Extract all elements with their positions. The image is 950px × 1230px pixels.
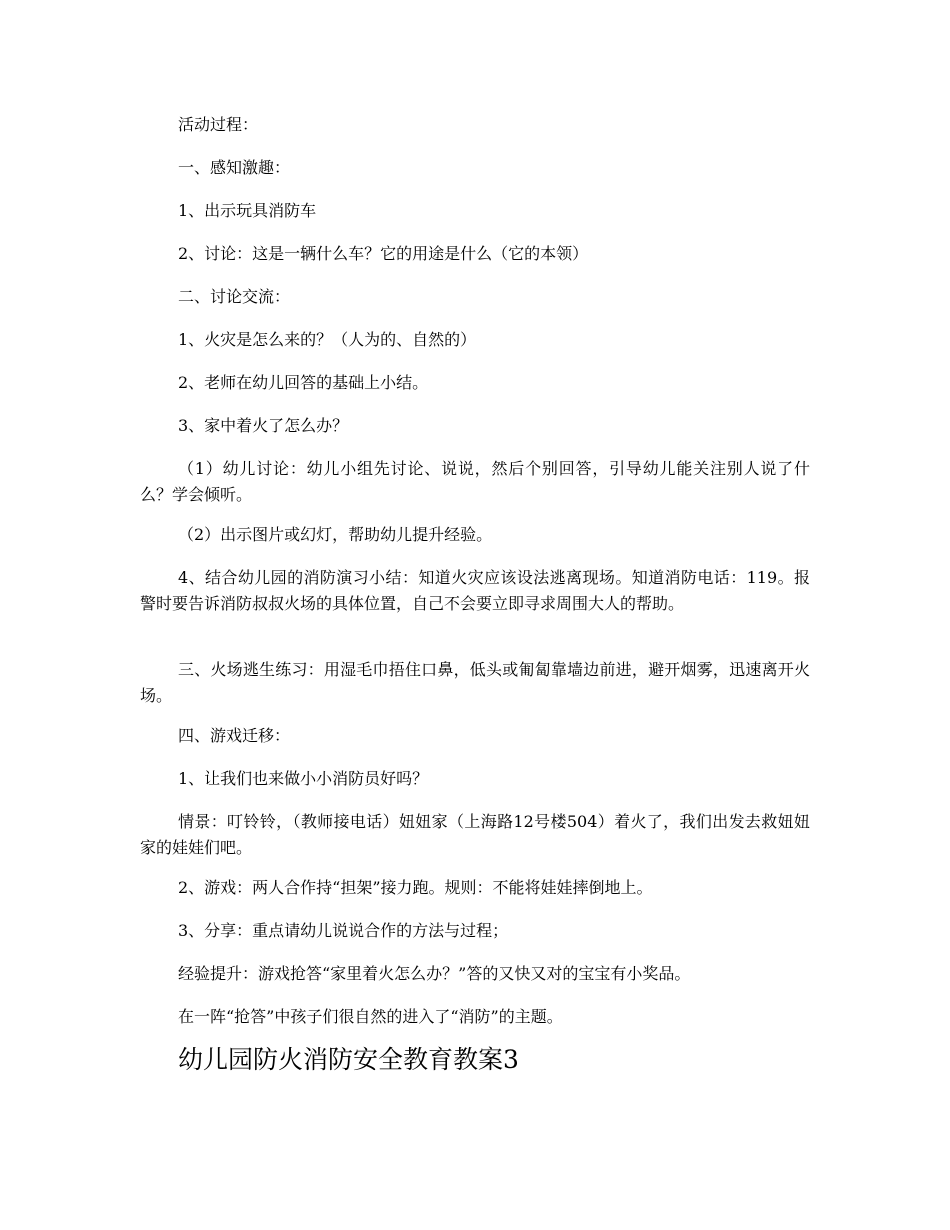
paragraph-item: 1、让我们也来做小小消防员好吗？ bbox=[178, 769, 429, 788]
paragraph-scenario: 情景：叮铃铃，（教师接电话）妞妞家（上海路12号楼504）着火了，我们出发去救妞妞家的娃娃们吧。 bbox=[140, 812, 810, 857]
paragraph-item: 3、分享：重点请幼儿说说合作的方法与过程； bbox=[178, 921, 509, 940]
paragraph-item: 2、游戏：两人合作持“担架”接力跑。规则：不能将娃娃摔倒地上。 bbox=[178, 878, 653, 897]
paragraph-item: 3、家中着火了怎么办？ bbox=[178, 416, 349, 435]
paragraph-section-1: 一、感知激趣： bbox=[178, 158, 291, 177]
paragraph-section-4: 四、游戏迁移： bbox=[178, 726, 291, 745]
paragraph-experience: 经验提升：游戏抢答“家里着火怎么办？”答的又快又对的宝宝有小奖品。 bbox=[178, 964, 691, 983]
paragraph-item: 2、讨论：这是一辆什么车？它的用途是什么（它的本领） bbox=[178, 244, 589, 263]
paragraph-activity-process: 活动过程： bbox=[178, 115, 259, 134]
document-heading: 幼儿园防火消防安全教育教案3 bbox=[178, 1045, 519, 1074]
paragraph-section-2: 二、讨论交流： bbox=[178, 287, 291, 306]
paragraph-subitem: （1）幼儿讨论：幼儿小组先讨论、说说，然后个别回答，引导幼儿能关注别人说了什么？学会倾听。 bbox=[140, 459, 810, 504]
paragraph-conclusion: 在一阵“抢答”中孩子们很自然的进入了“消防”的主题。 bbox=[178, 1007, 563, 1026]
paragraph-section-3: 三、火场逃生练习：用湿毛巾捂住口鼻，低头或匍匐靠墙边前进，避开烟雾，迅速离开火场。 bbox=[140, 660, 810, 705]
paragraph-item: 4、结合幼儿园的消防演习小结：知道火灾应该设法逃离现场。知道消防电话：119。报警时要告诉消防叔叔火场的具体位置，自己不会要立即寻求周围大人的帮助。 bbox=[140, 568, 810, 613]
paragraph-item: 1、出示玩具消防车 bbox=[178, 201, 317, 220]
paragraph-item: 2、老师在幼儿回答的基础上小结。 bbox=[178, 373, 429, 392]
paragraph-item: 1、火灾是怎么来的？（人为的、自然的） bbox=[178, 330, 477, 349]
paragraph-subitem: （2）出示图片或幻灯，帮助幼儿提升经验。 bbox=[178, 525, 493, 544]
